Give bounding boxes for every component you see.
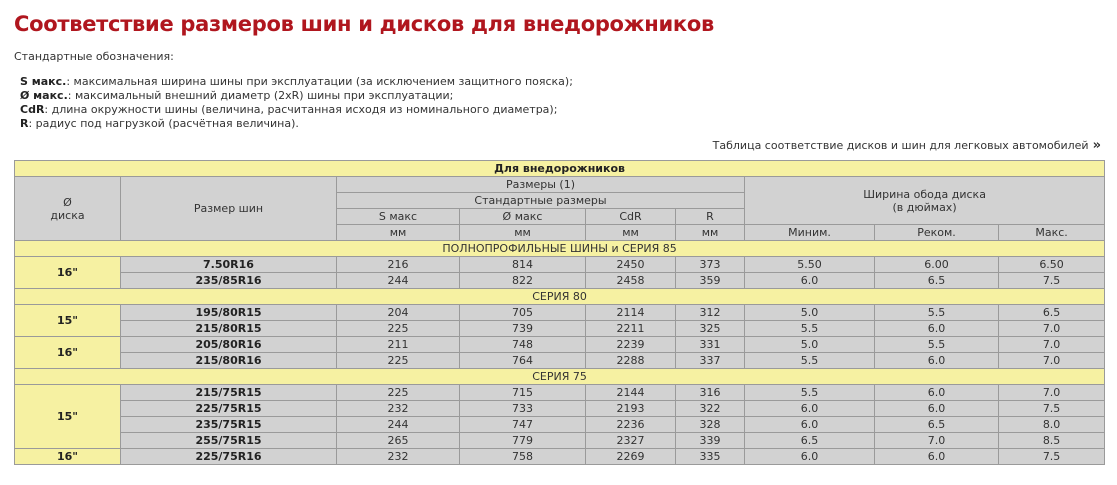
value-cell: 316: [676, 385, 745, 401]
rim-rec-header: Реком.: [875, 225, 999, 241]
value-cell: 211: [337, 337, 460, 353]
value-cell: 5.0: [745, 337, 875, 353]
value-cell: 739: [460, 321, 586, 337]
value-cell: 6.0: [875, 401, 999, 417]
table-row: [15, 337, 1105, 353]
value-cell: 331: [676, 337, 745, 353]
table-row: [15, 417, 1105, 433]
disk-diameter-cell: 15": [15, 305, 121, 337]
value-cell: 2458: [586, 273, 676, 289]
value-cell: 337: [676, 353, 745, 369]
legend-text: : радиус под нагрузкой (расчётная величина).: [28, 117, 299, 130]
tire-size-cell: 7.50R16: [121, 257, 337, 273]
value-cell: 232: [337, 401, 460, 417]
legend-item: [20, 75, 573, 89]
tire-size-cell: 255/75R15: [121, 433, 337, 449]
rim-max-header: Макс.: [999, 225, 1105, 241]
value-cell: 748: [460, 337, 586, 353]
value-cell: 7.0: [999, 353, 1105, 369]
tire-size-header: Размер шин: [121, 177, 337, 241]
value-cell: 312: [676, 305, 745, 321]
value-cell: 6.5: [745, 433, 875, 449]
value-cell: 7.0: [999, 321, 1105, 337]
passenger-table-link-label[interactable]: Таблица соответствие дисков и шин для легковых автомобилей: [712, 139, 1089, 152]
value-cell: 6.5: [875, 273, 999, 289]
legend-item: [20, 89, 573, 103]
legend-list: [20, 75, 573, 131]
value-cell: 216: [337, 257, 460, 273]
value-cell: 5.5: [875, 305, 999, 321]
passenger-table-link[interactable]: [713, 138, 1101, 153]
value-cell: 747: [460, 417, 586, 433]
value-cell: 814: [460, 257, 586, 273]
value-cell: 2211: [586, 321, 676, 337]
legend-key: S макс.: [20, 75, 67, 88]
value-cell: 6.0: [745, 273, 875, 289]
disk-diameter-cell: 15": [15, 385, 121, 449]
value-cell: 822: [460, 273, 586, 289]
value-cell: 2450: [586, 257, 676, 273]
value-cell: 373: [676, 257, 745, 273]
value-cell: 232: [337, 449, 460, 465]
value-cell: 7.0: [999, 385, 1105, 401]
value-cell: 2239: [586, 337, 676, 353]
value-cell: 764: [460, 353, 586, 369]
value-cell: 6.0: [745, 449, 875, 465]
value-cell: 335: [676, 449, 745, 465]
value-cell: 6.00: [875, 257, 999, 273]
legend-key: Ø макс.: [20, 89, 68, 102]
value-cell: 328: [676, 417, 745, 433]
double-chevron-right-icon: »: [1092, 138, 1101, 153]
series-label: СЕРИЯ 75: [15, 369, 1105, 385]
tire-size-cell: 235/85R16: [121, 273, 337, 289]
table-row: [15, 321, 1105, 337]
tire-size-cell: 225/75R15: [121, 401, 337, 417]
value-cell: 2236: [586, 417, 676, 433]
legend-text: : максимальная ширина шины при эксплуатации (за исключением защитного пояска);: [66, 75, 573, 88]
value-cell: 225: [337, 321, 460, 337]
value-cell: 8.5: [999, 433, 1105, 449]
value-cell: 325: [676, 321, 745, 337]
table-row: [15, 433, 1105, 449]
disk-diameter-header: Ø диска: [15, 177, 121, 241]
legend-key: R: [20, 117, 29, 130]
standard-sizes-header: Стандартные размеры: [337, 193, 745, 209]
series-row: [15, 369, 1105, 385]
disk-diameter-cell: 16": [15, 337, 121, 369]
legend-key: CdR: [20, 103, 45, 116]
tire-rim-table: [14, 160, 1105, 465]
s-max-header: S макс: [337, 209, 460, 225]
value-cell: 225: [337, 385, 460, 401]
unit-cell: мм: [586, 225, 676, 241]
value-cell: 225: [337, 353, 460, 369]
disk-diameter-cell: 16": [15, 449, 121, 465]
value-cell: 6.0: [875, 449, 999, 465]
value-cell: 6.0: [875, 353, 999, 369]
d-max-header: Ø макс: [460, 209, 586, 225]
value-cell: 733: [460, 401, 586, 417]
table-title: Для внедорожников: [15, 161, 1105, 177]
value-cell: 5.5: [875, 337, 999, 353]
value-cell: 705: [460, 305, 586, 321]
page-title: Соответствие размеров шин и дисков для внедорожников: [14, 12, 714, 36]
disk-diameter-cell: 16": [15, 257, 121, 289]
tire-size-cell: 195/80R15: [121, 305, 337, 321]
unit-cell: мм: [460, 225, 586, 241]
legend-item: [20, 117, 573, 131]
r-header: R: [676, 209, 745, 225]
value-cell: 7.5: [999, 273, 1105, 289]
table-row: [15, 385, 1105, 401]
value-cell: 5.50: [745, 257, 875, 273]
value-cell: 758: [460, 449, 586, 465]
table-row: [15, 305, 1105, 321]
value-cell: 6.0: [745, 417, 875, 433]
value-cell: 8.0: [999, 417, 1105, 433]
value-cell: 322: [676, 401, 745, 417]
value-cell: 2288: [586, 353, 676, 369]
value-cell: 6.0: [875, 385, 999, 401]
value-cell: 7.0: [999, 337, 1105, 353]
table-row: [15, 257, 1105, 273]
tire-size-cell: 225/75R16: [121, 449, 337, 465]
table-row: [15, 353, 1105, 369]
series-row: [15, 241, 1105, 257]
value-cell: 265: [337, 433, 460, 449]
table-row: [15, 401, 1105, 417]
value-cell: 2269: [586, 449, 676, 465]
value-cell: 715: [460, 385, 586, 401]
value-cell: 204: [337, 305, 460, 321]
value-cell: 6.0: [745, 401, 875, 417]
unit-cell: мм: [337, 225, 460, 241]
value-cell: 2144: [586, 385, 676, 401]
value-cell: 339: [676, 433, 745, 449]
value-cell: 2114: [586, 305, 676, 321]
value-cell: 6.5: [875, 417, 999, 433]
value-cell: 5.5: [745, 321, 875, 337]
legend-text: : длина окружности шины (величина, расчитанная исходя из номинального диаметра);: [44, 103, 558, 116]
value-cell: 7.5: [999, 449, 1105, 465]
value-cell: 5.5: [745, 353, 875, 369]
value-cell: 7.0: [875, 433, 999, 449]
value-cell: 6.0: [875, 321, 999, 337]
value-cell: 779: [460, 433, 586, 449]
series-label: ПОЛНОПРОФИЛЬНЫЕ ШИНЫ и СЕРИЯ 85: [15, 241, 1105, 257]
unit-cell: мм: [676, 225, 745, 241]
intro-text: Стандартные обозначения:: [14, 50, 174, 63]
value-cell: 359: [676, 273, 745, 289]
rim-width-header: Ширина обода диска (в дюймах): [745, 177, 1105, 225]
series-row: [15, 289, 1105, 305]
tire-size-cell: 235/75R15: [121, 417, 337, 433]
table-body: [15, 241, 1105, 465]
tire-size-cell: 205/80R16: [121, 337, 337, 353]
cdr-header: CdR: [586, 209, 676, 225]
rim-min-header: Миним.: [745, 225, 875, 241]
value-cell: 5.5: [745, 385, 875, 401]
sizes-group-header: Размеры (1): [337, 177, 745, 193]
tire-size-cell: 215/80R15: [121, 321, 337, 337]
value-cell: 5.0: [745, 305, 875, 321]
value-cell: 2193: [586, 401, 676, 417]
series-label: СЕРИЯ 80: [15, 289, 1105, 305]
value-cell: 6.50: [999, 257, 1105, 273]
value-cell: 6.5: [999, 305, 1105, 321]
table-row: [15, 273, 1105, 289]
value-cell: 244: [337, 273, 460, 289]
legend-text: : максимальный внешний диаметр (2xR) шины при эксплуатации;: [67, 89, 454, 102]
value-cell: 7.5: [999, 401, 1105, 417]
tire-size-cell: 215/80R16: [121, 353, 337, 369]
table-row: [15, 449, 1105, 465]
value-cell: 244: [337, 417, 460, 433]
legend-item: [20, 103, 573, 117]
value-cell: 2327: [586, 433, 676, 449]
tire-size-cell: 215/75R15: [121, 385, 337, 401]
